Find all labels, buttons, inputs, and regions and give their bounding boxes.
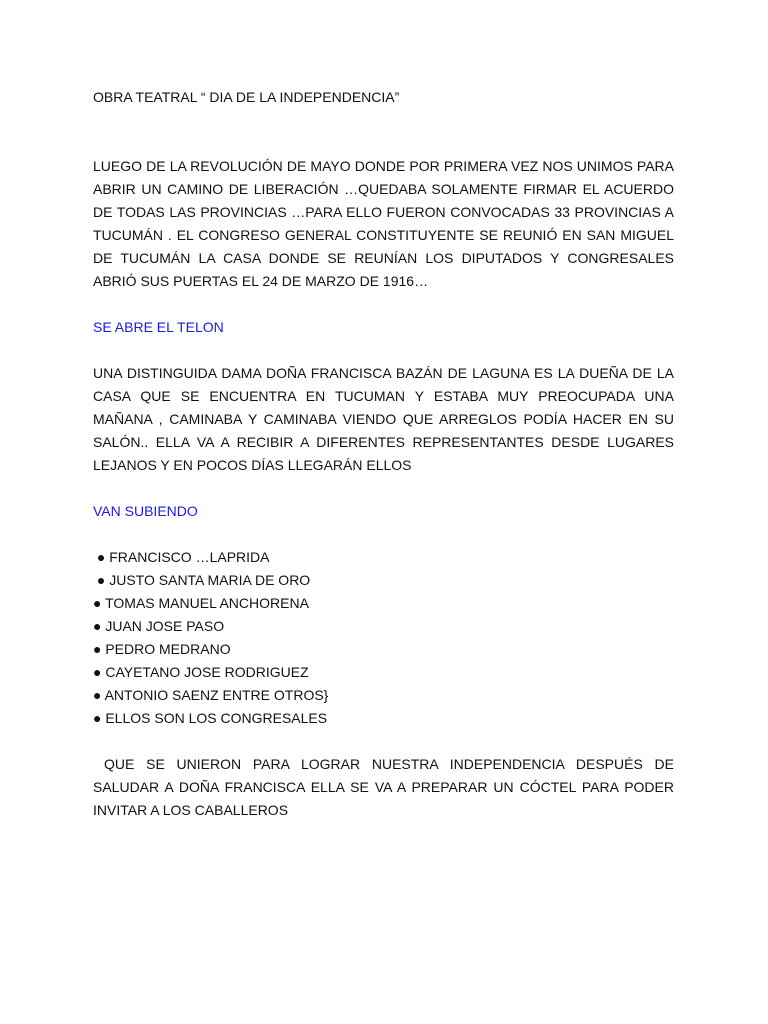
list-item: ● PEDRO MEDRANO	[93, 641, 231, 657]
description-paragraph: UNA DISTINGUIDA DAMA DOÑA FRANCISCA BAZÁN DE LAGUNA ES LA DUEÑA DE LA CASA QUE SE ENCUENTRA EN TUCUMAN Y ESTABA MUY PREOCUPADA UNA MAÑANA , CAMINABA Y CAMINABA VIENDO QUE ARREGLOS PODÍA HACER EN SU SALÓN.. ELLA VA A RECIBIR A DIFERENTES REPRESENTANTES DESDE LUGARES LEJANOS Y EN POCOS DÍAS LLEGARÁN ELLOS	[93, 365, 674, 473]
list-item: ● TOMAS MANUEL ANCHORENA	[93, 595, 309, 611]
congresales-list	[93, 546, 674, 730]
section-heading-subiendo: VAN SUBIENDO	[93, 503, 198, 519]
list-item: ● ANTONIO SAENZ ENTRE OTROS}	[93, 687, 329, 703]
spacer	[93, 109, 674, 155]
document-page	[93, 86, 674, 822]
closing-paragraph: QUE SE UNIERON PARA LOGRAR NUESTRA INDEPENDENCIA DESPUÉS DE SALUDAR A DOÑA FRANCISCA ELLA SE VA A PREPARAR UN CÓCTEL PARA PODER INVITAR A LOS CABALLEROS	[93, 756, 674, 818]
spacer	[93, 293, 674, 316]
spacer	[93, 477, 674, 500]
spacer	[93, 523, 674, 546]
spacer	[93, 339, 674, 362]
list-item: ● ELLOS SON LOS CONGRESALES	[93, 710, 328, 726]
list-item: ● CAYETANO JOSE RODRIGUEZ	[93, 664, 309, 680]
list-item: ● JUSTO SANTA MARIA DE ORO	[93, 572, 311, 588]
section-heading-telon: SE ABRE EL TELON	[93, 319, 224, 335]
spacer	[93, 730, 674, 753]
intro-paragraph: LUEGO DE LA REVOLUCIÓN DE MAYO DONDE POR PRIMERA VEZ NOS UNIMOS PARA ABRIR UN CAMINO DE LIBERACIÓN …QUEDABA SOLAMENTE FIRMAR EL ACUERDO DE TODAS LAS PROVINCIAS …PARA ELLO FUERON CONVOCADAS 33 PROVINCIAS A TUCUMÁN . EL CONGRESO GENERAL CONSTITUYENTE SE REUNIÓ EN SAN MIGUEL DE TUCUMÁN LA CASA DONDE SE REUNÍAN LOS DIPUTADOS Y CONGRESALES ABRIÓ SUS PUERTAS EL 24 DE MARZO DE 1916…	[93, 158, 674, 289]
document-title: OBRA TEATRAL “ DIA DE LA INDEPENDENCIA”	[93, 89, 400, 105]
list-item: ● FRANCISCO …LAPRIDA	[93, 549, 270, 565]
list-item: ● JUAN JOSE PASO	[93, 618, 225, 634]
